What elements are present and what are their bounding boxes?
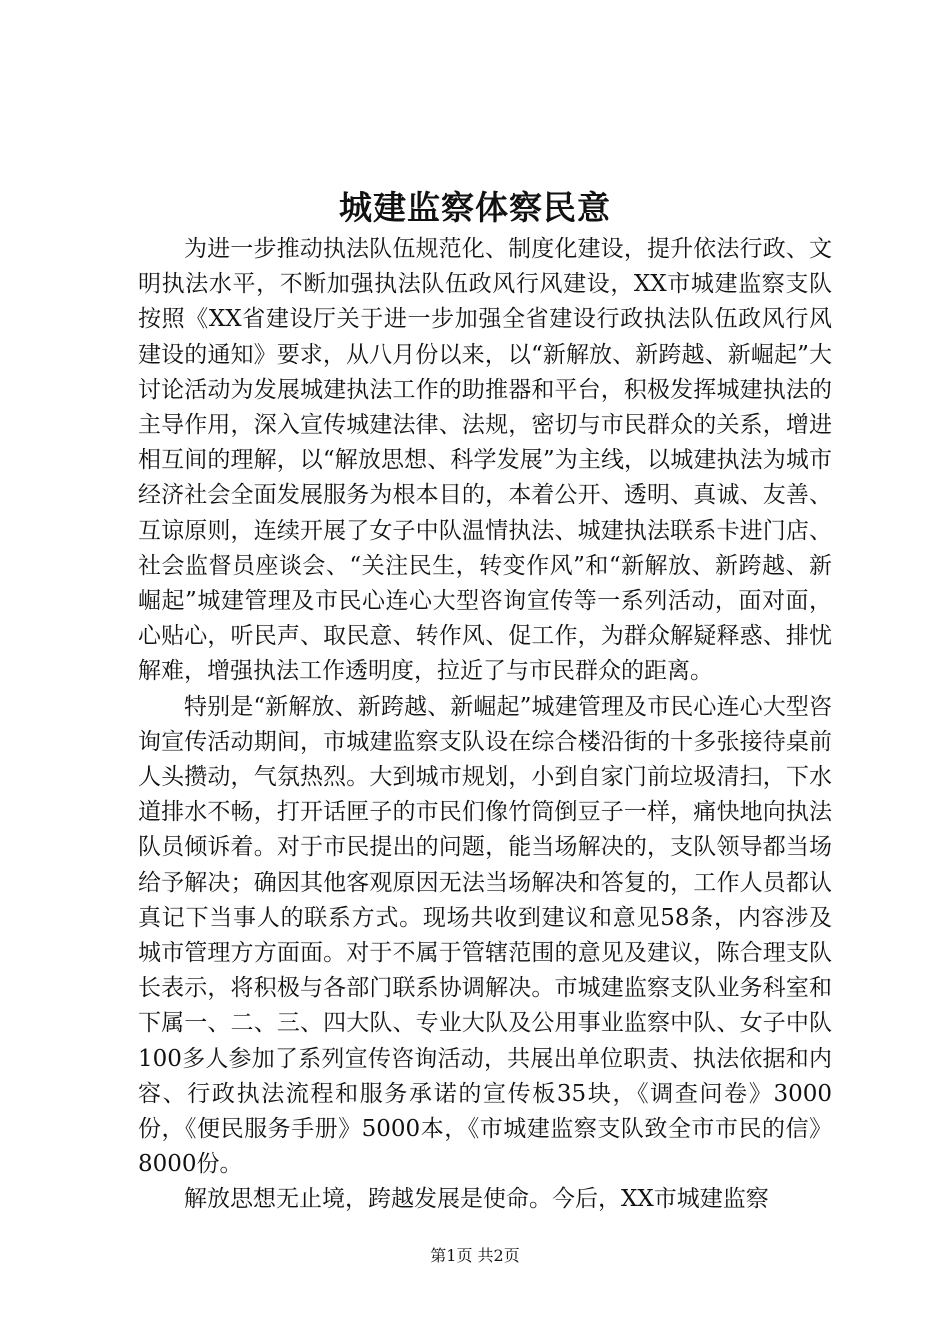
paragraph-1: 为进一步推动执法队伍规范化、制度化建设，提升依法行政、文明执法水平，不断加强执法队伍政风行风建设，XX市城建监察支队按照《XX省建设厅关于进一步加强全省建设行政执法队伍政风行风建设的通知》要求，从八月份以来，以“新解放、新跨越、新崛起”大讨论活动为发展城建执法工作的助推器和平台，积极发挥城建执法的主导作用，深入宣传城建法律、法规，密切与市民群众的关系，增进相互间的理解，以“解放思想、科学发展”为主线，以城建执法为城市经济社会全面发展服务为根本目的，本着公开、透明、真诚、友善、互谅原则，连续开展了女子中队温情执法、城建执法联系卡进门店、社会监督员座谈会、“关注民生，转变作风”和“新解放、新跨越、新崛起”城建管理及市民心连心大型咨询宣传等一系列活动，面对面，心贴心，听民声、取民意、转作风、促工作，为群众解疑释惑、排忧解难，增强执法工作透明度，拉近了与市民群众的距离。 [138, 236, 832, 685]
document-body [138, 232, 832, 1218]
paragraph-2: 特别是“新解放、新跨越、新崛起”城建管理及市民心连心大型咨询宣传活动期间，市城建监察支队设在综合楼沿街的十多张接待桌前人头攒动，气氛热烈。大到城市规划，小到自家门前垃圾清扫，下水道排水不畅，打开话匣子的市民们像竹筒倒豆子一样，痛快地向执法队员倾诉着。对于市民提出的问题，能当场解决的，支队领导都当场给予解决；确因其他客观原因无法当场解决和答复的，工作人员都认真记下当事人的联系方式。现场共收到建议和意见58条，内容涉及城市管理方方面面。对于不属于管辖范围的意见及建议，陈合理支队长表示，将积极与各部门联系协调解决。市城建监察支队业务科室和下属一、二、三、四大队、专业大队及公用事业监察中队、女子中队100多人参加了系列宣传咨询活动，共展出单位职责、执法依据和内容、行政执法流程和服务承诺的宣传板35块，《调查问卷》3000份，《便民服务手册》5000本，《市城建监察支队致全市市民的信》8000份。 [138, 693, 832, 1178]
page-number-footer: 第1页 共2页 [430, 1246, 520, 1265]
document-title: 城建监察体察民意 [339, 188, 611, 227]
paragraph-3: 解放思想无止境，跨越发展是使命。今后，XX市城建监察 [184, 1186, 769, 1213]
